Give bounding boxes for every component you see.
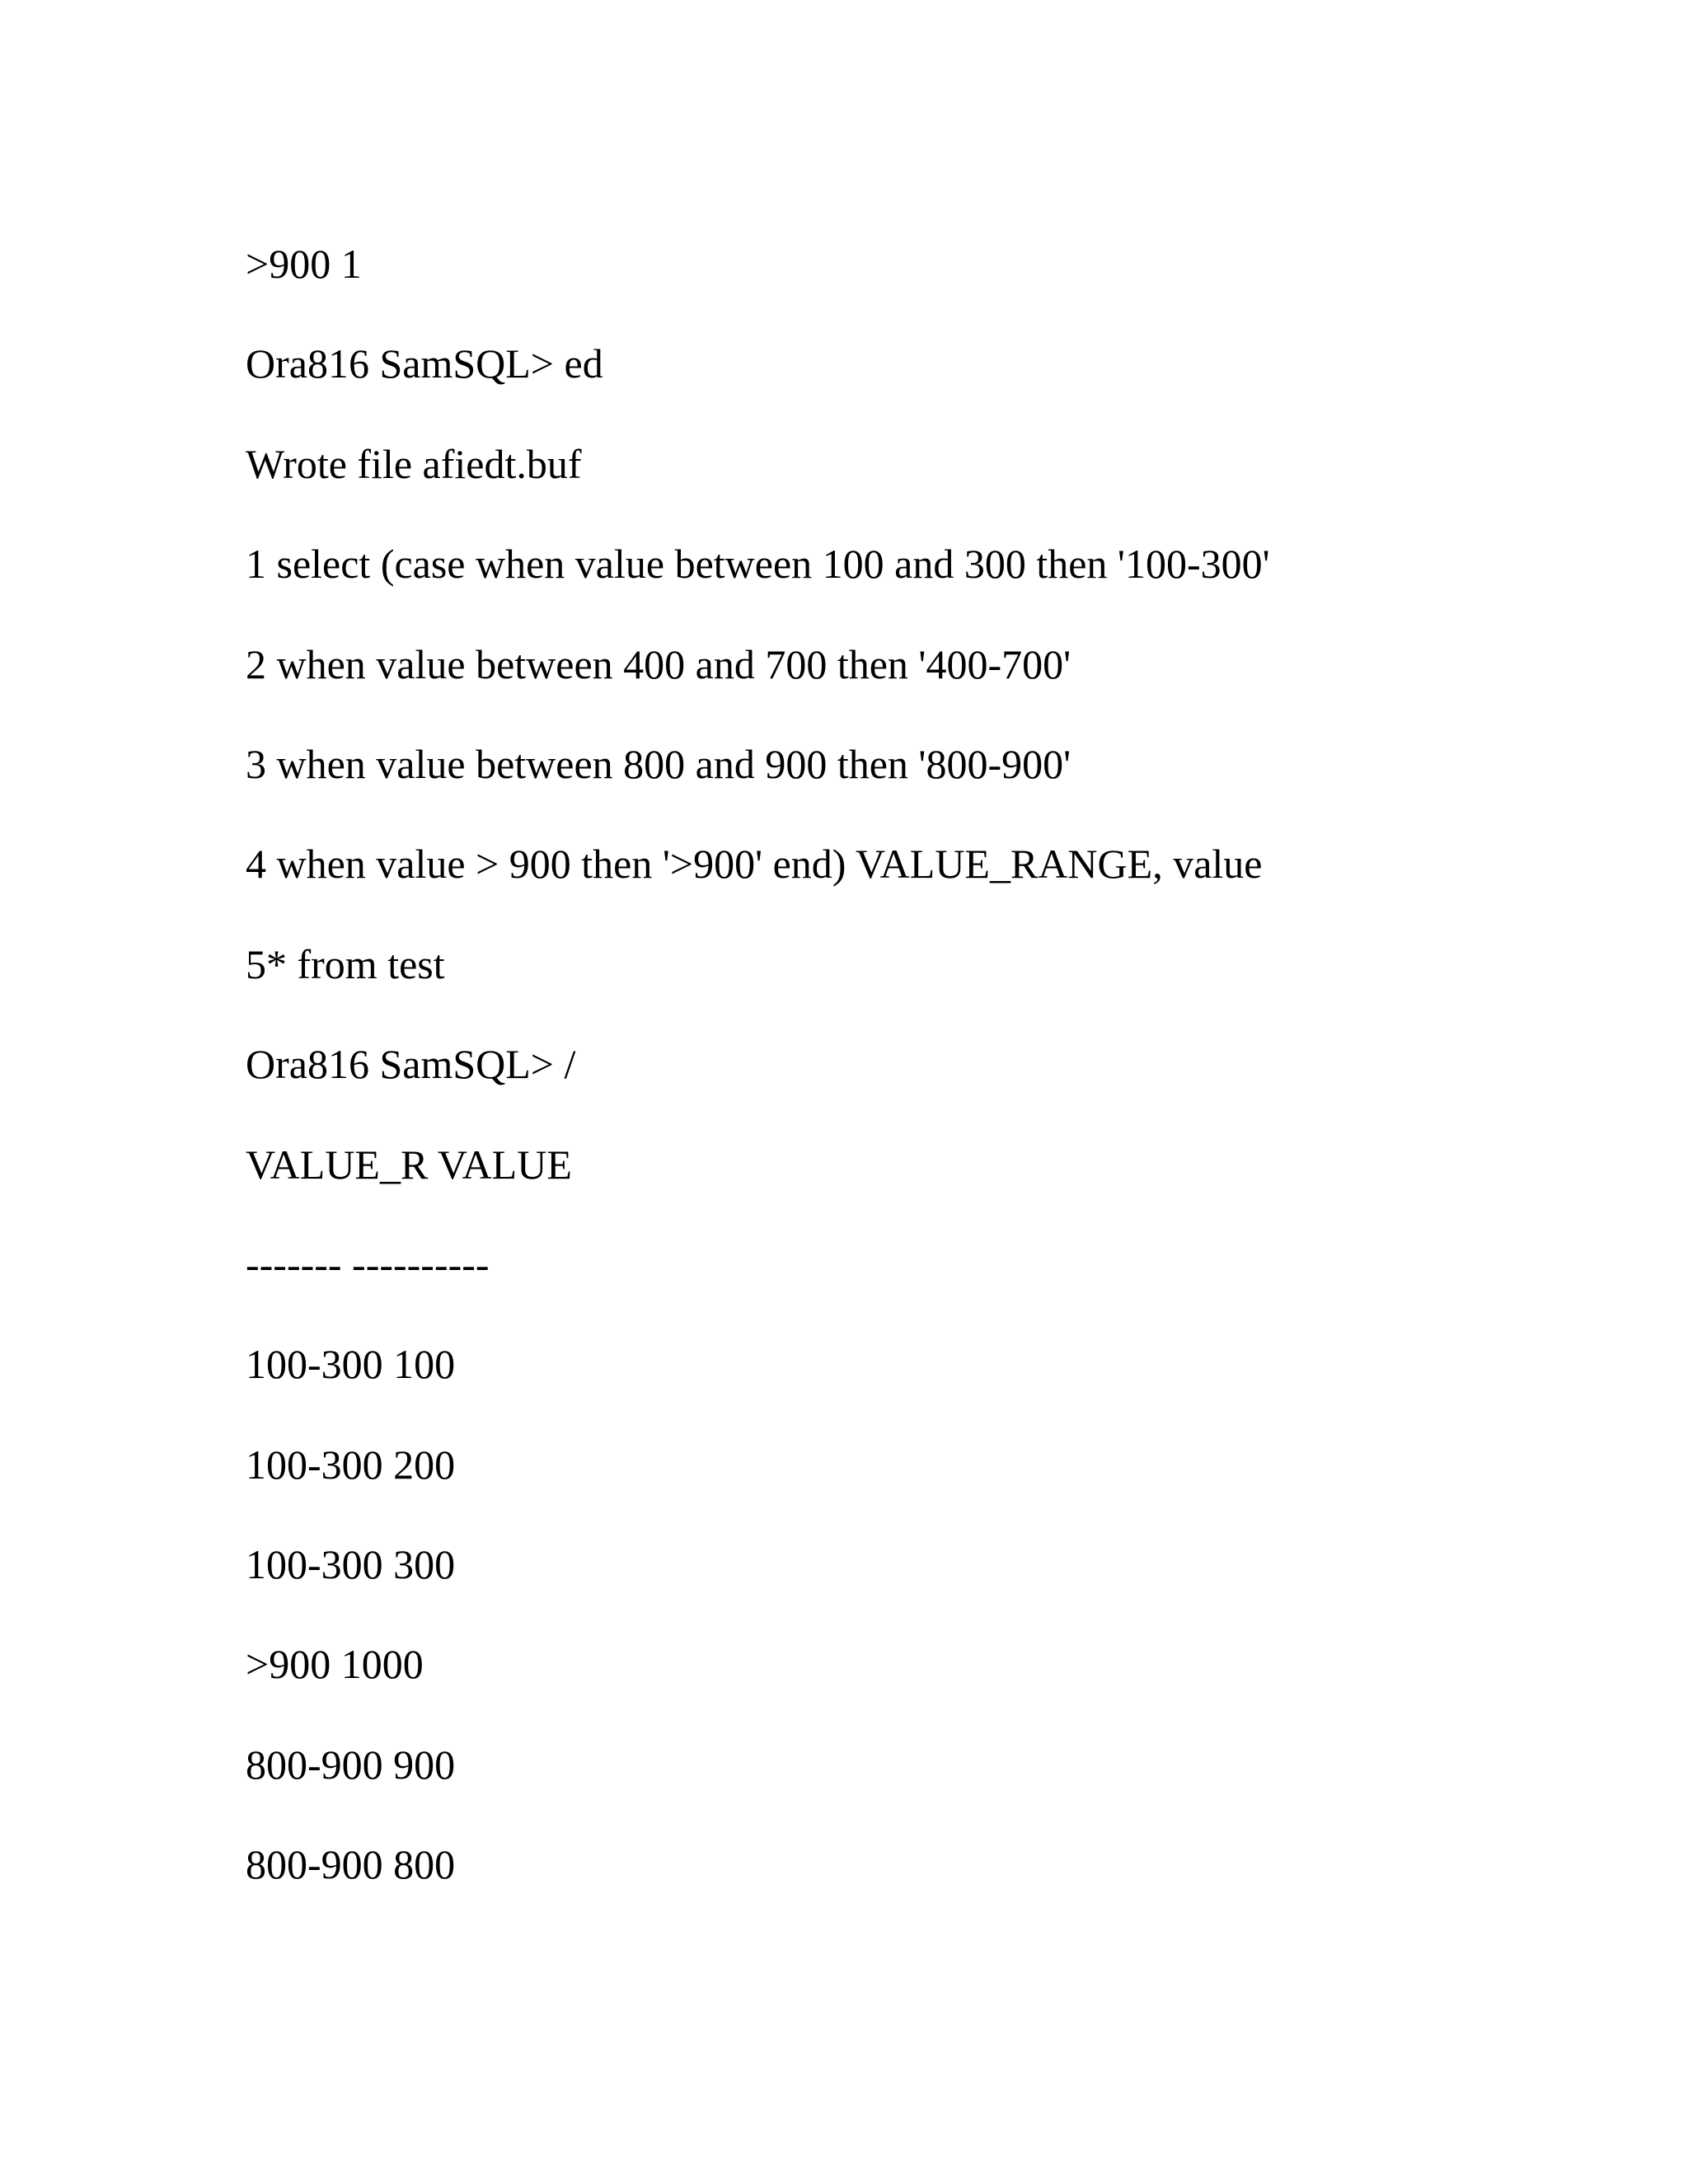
prompt-line: Ora816 SamSQL> / — [246, 1041, 576, 1088]
result-header: VALUE_R VALUE — [246, 1141, 572, 1188]
sql-line-3: 3 when value between 800 and 900 then '800-900' — [246, 740, 1071, 787]
sql-line-2: 2 when value between 400 and 700 then '400-700' — [246, 640, 1071, 687]
result-row: 800-900 900 — [246, 1741, 456, 1788]
result-row: 100-300 300 — [246, 1541, 456, 1588]
status-line: Wrote file afiedt.buf — [246, 440, 582, 487]
result-row: 800-900 800 — [246, 1841, 456, 1888]
sql-line-4: 4 when value > 900 then '>900' end) VALUE_RANGE, value — [246, 841, 1263, 888]
sql-line-1: 1 select (case when value between 100 and 300 then '100-300' — [246, 541, 1270, 588]
result-separator: ------- ---------- — [246, 1240, 490, 1287]
prompt-line: Ora816 SamSQL> ed — [246, 340, 603, 387]
result-row: >900 1000 — [246, 1641, 424, 1688]
sqlplus-transcript — [246, 239, 1270, 1940]
result-row: 100-300 200 — [246, 1441, 456, 1488]
output-line: >900 1 — [246, 241, 362, 287]
sql-line-5: 5* from test — [246, 940, 445, 987]
result-row: 100-300 100 — [246, 1341, 456, 1388]
